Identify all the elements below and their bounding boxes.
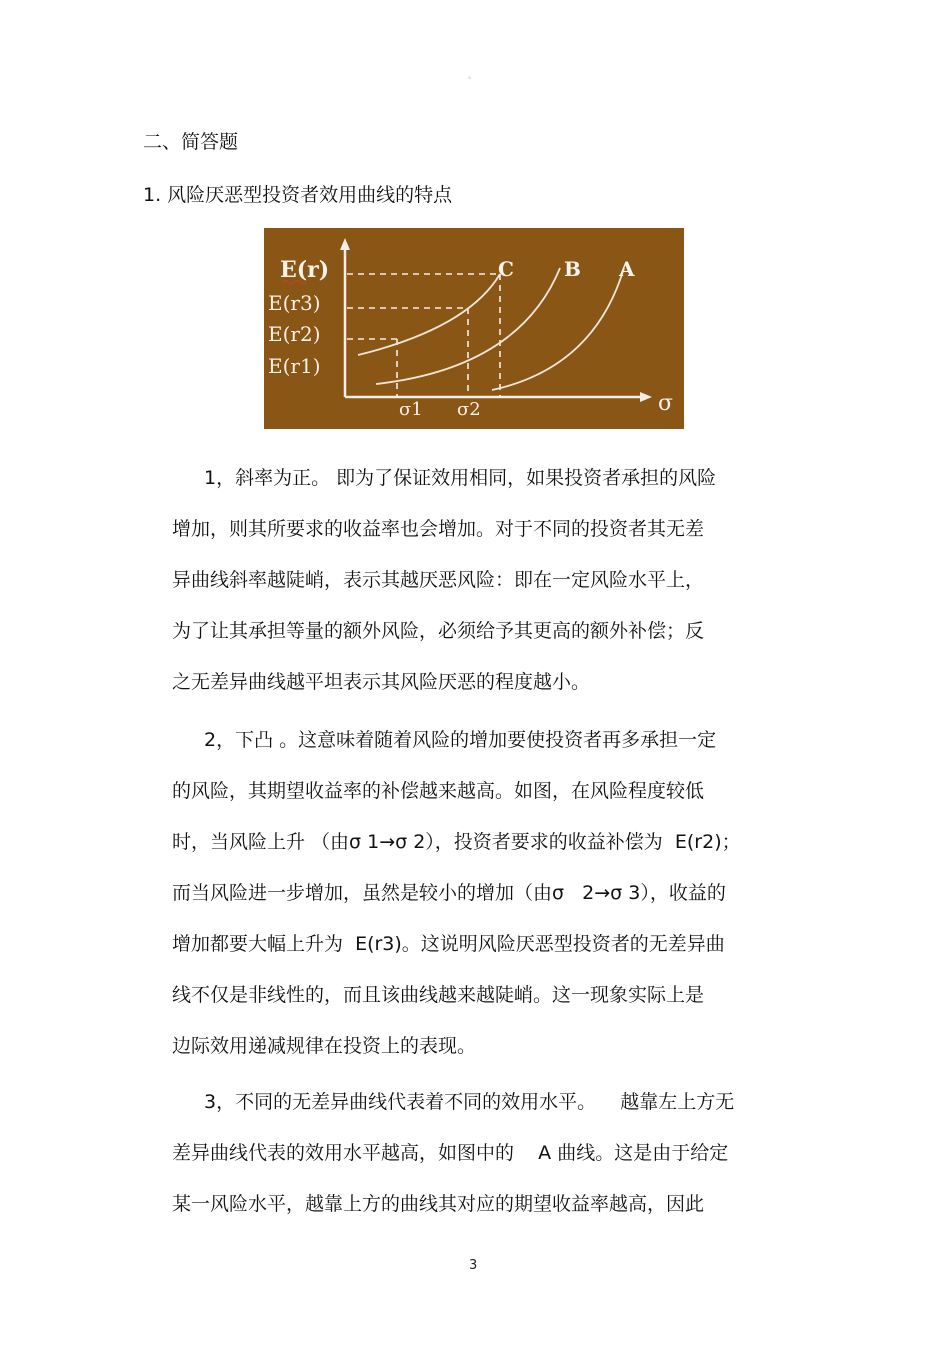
paragraph-line: 1，斜率为正。 即为了保证效用相同，如果投资者承担的风险 (204, 467, 717, 489)
curve-label-b: B (564, 257, 581, 281)
paragraph-line: 差异曲线代表的效用水平越高，如图中的 A 曲线。这是由于给定 (172, 1142, 729, 1164)
paragraph-line: 增加都要大幅上升为 E(r3)。这说明风险厌恶型投资者的无差异曲 (172, 933, 725, 955)
paragraph-line: 异曲线斜率越陡峭，表示其越厌恶风险：即在一定风险水平上， (172, 569, 705, 591)
paragraph-line: 2，下凸 。这意味着随着风险的增加要使投资者再多承担一定 (204, 729, 717, 751)
indifference-curve-svg (264, 228, 684, 429)
paragraph-line: 线不仅是非线性的，而且该曲线越来越陡峭。这一现象实际上是 (172, 984, 705, 1006)
label-er: E(r) (280, 257, 330, 283)
label-er2: E(r2) (268, 322, 321, 346)
paragraph-2 (172, 715, 822, 1072)
section-title: 二、简答题 (143, 131, 239, 153)
paragraph-line: 3，不同的无差异曲线代表着不同的效用水平。 越靠左上方无 (204, 1091, 735, 1113)
page-number: 3 (469, 1258, 478, 1273)
paragraph-line: 之无差异曲线越平坦表示其风险厌恶的程度越小。 (172, 671, 591, 693)
x-tick-sigma1: σ1 (399, 399, 423, 420)
paragraph-line: 增加，则其所要求的收益率也会增加。对于不同的投资者其无差 (172, 518, 705, 540)
x-tick-sigma2: σ2 (457, 399, 481, 420)
paragraph-line: 某一风险水平，越靠上方的曲线其对应的期望收益率越高，因此 (172, 1193, 705, 1215)
paragraph-line: 时，当风险上升 （由σ 1→σ 2），投资者要求的收益补偿为 E(r2)； (172, 831, 741, 853)
label-er3: E(r3) (268, 291, 321, 315)
question-title: 1. 风险厌恶型投资者效用曲线的特点 (143, 184, 453, 206)
paragraph-1 (172, 453, 822, 708)
indifference-curve-figure (264, 228, 684, 429)
header-mark: 。 (468, 71, 476, 80)
paragraph-line: 而当风险进一步增加，虽然是较小的增加（由σ 2→σ 3），收益的 (172, 882, 726, 904)
paragraph-3 (172, 1077, 822, 1230)
paragraph-line: 为了让其承担等量的额外风险，必须给予其更高的额外补偿；反 (172, 620, 705, 642)
paragraph-line: 的风险，其期望收益率的补偿越来越高。如图，在风险程度较低 (172, 780, 705, 802)
curve-label-c: C (498, 257, 514, 281)
x-axis-label: σ (658, 391, 674, 416)
curve-label-a: A (619, 257, 635, 281)
paragraph-line: 边际效用递减规律在投资上的表现。 (172, 1035, 477, 1057)
label-er1: E(r1) (268, 354, 321, 378)
